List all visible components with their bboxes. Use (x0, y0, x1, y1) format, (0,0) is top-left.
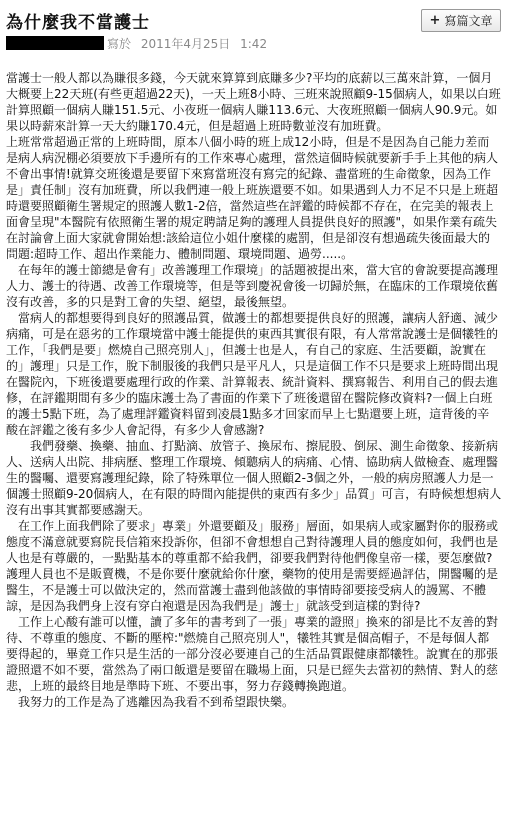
body-line: 在討論會上面大家就會開始想:該給這位小姐什麼樣的處罰，但是卻沒有想過疏失後面最大的 (6, 231, 491, 245)
body-line: 工作上心酸有誰可以懂，讀了多年的書考到了一張」專業的證照」換來的卻是比不友善的對 (6, 615, 499, 629)
body-line: 問題:超時工作、超出作業能力、體制問題、環境問題、過勞.....。 (6, 247, 354, 261)
body-line: 待、不尊重的態度、不斷的壓榨:"燃燒自己照亮別人"，犧牲其實是個高帽子，不是每個人都 (6, 631, 490, 645)
body-line: 醫生，不是護士可以做決定的，然而當護士盡到他該做的事情時卻要接受病人的謾罵、不體 (6, 583, 487, 597)
body-line: 大概要上22天班(有些更超過22天)，一天上班8小時、三班來說照顧9-15個病人，如果以白班 (6, 87, 501, 101)
write-article-label: 寫篇文章 (444, 14, 493, 28)
plus-icon: + (429, 13, 441, 28)
body-line: 人力、護士的待遇、改善工作環境等，但是等到慶祝會後一切歸於無，在臨床的工作環境依舊 (6, 279, 499, 293)
body-line: 是」責任制」沒有加班費，所以我們連一般上班族還要不如。如果遇到人力不足不只是上班超 (6, 183, 499, 197)
body-line: 個護士照顧9-20個病人，在有限的時間內能提供的東西有多少」品質」可言，有時候想想病人 (6, 487, 502, 501)
body-line: 果以時薪來計算一天大約賺170.4元，但是超過上班時數並沒有加班費。 (6, 119, 389, 133)
body-line: 酸在評鑑之後有多少人會記得，有多少人會感謝? (6, 423, 265, 437)
meta-action: 寫於 (107, 37, 132, 51)
body-line: 時還要照顧衛生署規定的照護人數1-2倍，當然這些在評鑑的時候都不存在，在完美的報表上 (6, 199, 494, 213)
article-body (6, 70, 508, 710)
body-line: 我們發藥、換藥、抽血、打點滴、放管子、換尿布、擦屁股、倒尿、測生命徵象、接新病 (6, 439, 499, 453)
body-line: 態度不滿意就要寫院長信箱來投訴你，但卻不會想想自己對待護理人員的態度如何，我們也是 (6, 535, 499, 549)
body-line: 是病人病況棚必須要放下手邊所有的工作來專心處理，當然這個時候就要新手手上其他的病人 (6, 151, 499, 165)
body-line: 病痛，可是在惡劣的工作環境當中護士能提供的東西其實很有限，有人常常說護士是個犧牲的 (6, 327, 499, 341)
meta-date: 2011年4月25日 (140, 37, 231, 51)
body-line: 的護士5點下班，為了處理評鑑資料留到凌晨1點多才回家而早上七點還要上班，這背後的辛 (6, 407, 490, 421)
body-line: 在每年的護士節總是會有」改善護理工作環境」的話題被提出來，當大官的會說要提高護理 (6, 263, 499, 277)
body-line: 護理人員也不是販賣機，不是你要什麼就給你什麼，藥物的使用是需要經過評估，開醫囑的是 (6, 567, 499, 581)
body-line: 在工作上面我們除了要求」專業」外還要顧及」服務」層面，如果病人或家屬對你的服務或 (6, 519, 499, 533)
body-line: 沒有改善，多的只是對工會的失望、絕望，最後無望。 (6, 295, 295, 309)
body-line: 的」護理」只是工作，脫下制服後的我們只是平凡人，只是這個工作不只是要求上班時間出現 (6, 359, 499, 373)
body-line: 當病人的都想要得到良好的照護品質，做護士的都想要提供良好的照護，讓病人舒適、減少 (6, 311, 499, 325)
body-line: 工作，「我們是要」燃燒自己照亮別人」，但護士也是人，有自己的家庭、生活要顧，說實在 (6, 343, 487, 357)
body-line: 要得起的，畢竟工作只是生活的一部分沒必要連自己的生活品質跟健康都犧牲。說實在的那張 (6, 647, 499, 661)
body-line: 沒有出事其實都要感謝天。 (6, 503, 151, 517)
body-line: 不會出事情!就算交班後還是要留下來寫當班沒有寫完的紀錄、盡當班的生命徵象，因為工作 (6, 167, 491, 181)
body-line: 證照還不如不要，當然為了兩口飯還是要留在職場上面，只是已經失去當初的熱情、對人的慈 (6, 663, 499, 677)
body-line: 當護士一般人都以為賺很多錢，今天就來算算到底賺多少?平均的底薪以三萬來計算，一個月 (6, 71, 493, 85)
body-line: 計算照顧一個病人賺151.5元、小夜班一個病人賺113.6元、大夜班照顧一個病人90.9元。如 (6, 103, 498, 117)
post-meta (107, 35, 273, 52)
body-line: 修，在評鑑期間有多少的臨床護士為了書面的作業下了班後還留在醫院修改資料?一個上白班 (6, 391, 493, 405)
body-line: 悲，上班的最終目地是準時下班、不要出事，努力存錢轉換跑道。 (6, 679, 355, 693)
body-line: 人也是有尊嚴的，一點點基本的尊重都不給我們，卻要我們對待他們像皇帝一樣，要怎麼做? (6, 551, 493, 565)
body-line: 在醫院內，下班後還要處理行政的作業、計算報表、統計資料、撰寫報告、利用自己的假去進 (6, 375, 499, 389)
body-line: 諒，是因為我們身上沒有穿白袍還是因為我們是」護士」就該受到這樣的對待? (6, 599, 421, 613)
body-line: 上班常常超過正常的上班時間，原本八個小時的班上成12小時，但是不是因為自己能力差而 (6, 135, 490, 149)
meta-time: 1:42 (240, 37, 268, 51)
body-line: 我努力的工作是為了逃離因為我看不到希望跟快樂。 (6, 695, 295, 709)
body-line: 生的醫囑、還要寫護理紀錄，除了特殊單位一個人照顧2-3個之外，一般的病房照護人力是一 (6, 471, 494, 485)
redacted-author-name (6, 36, 104, 50)
body-line: 人、送病人出院、排病歷、整理工作環境、傾聽病人的病痛、心情、協助病人做檢查、處理醫 (6, 455, 499, 469)
body-line: 面會呈現"本醫院有依照衛生署的規定聘請足夠的護理人員提供良好的照護"，如果作業有疏失 (6, 215, 498, 229)
write-article-button[interactable] (421, 9, 501, 32)
article-title: 為什麼我不當護士 (6, 13, 150, 33)
